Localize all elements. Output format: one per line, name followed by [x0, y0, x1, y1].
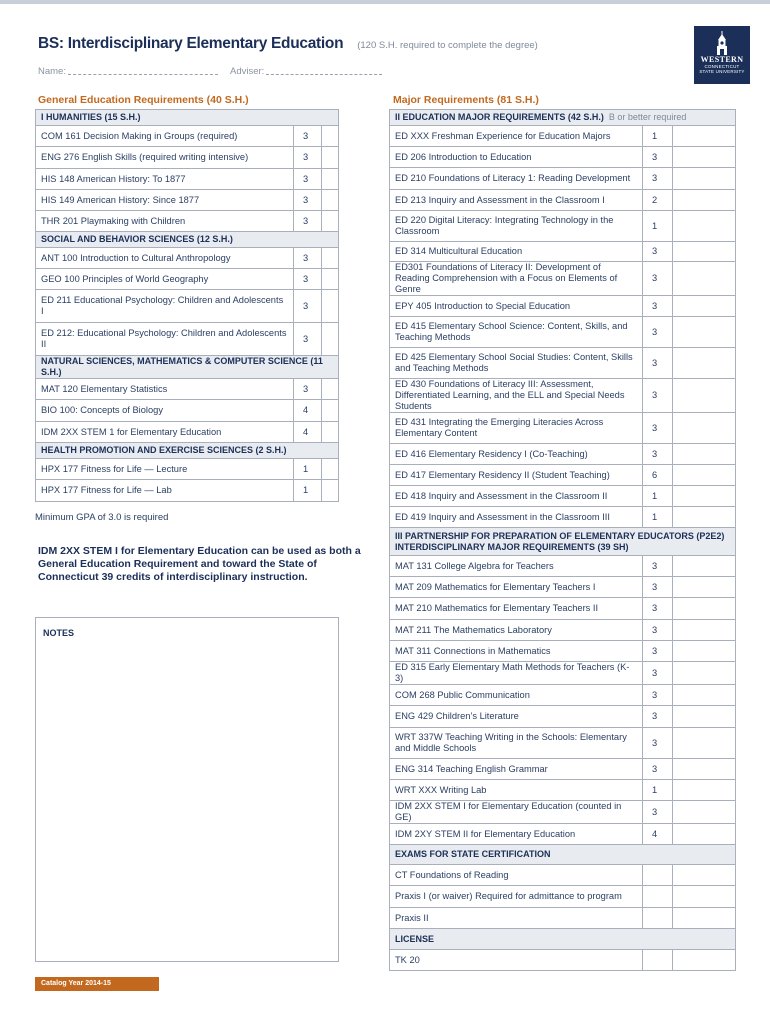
grade-cell[interactable]	[673, 620, 736, 641]
table-row	[390, 317, 736, 348]
group-header	[390, 528, 736, 556]
course-credits: 3	[643, 641, 673, 662]
table-row	[390, 190, 736, 211]
table-row	[36, 290, 339, 323]
course-name: ED 210 Foundations of Literacy 1: Reading Development	[390, 168, 643, 190]
course-credits: 3	[643, 556, 673, 577]
page-subtitle: (120 S.H. required to complete the degree)	[357, 40, 538, 51]
course-name: ED 220 Digital Literacy: Integrating Technology in the Classroom	[390, 211, 643, 242]
group-title	[390, 845, 736, 865]
course-name: ED 212: Educational Psychology: Children and Adolescents II	[36, 323, 294, 356]
table-row	[390, 685, 736, 706]
group-title-text: NATURAL SCIENCES, MATHEMATICS & COMPUTER SCIENCE (11 S.H.)	[41, 356, 323, 377]
grade-cell[interactable]	[322, 400, 339, 422]
grade-cell[interactable]	[673, 379, 736, 413]
table-row	[390, 348, 736, 379]
table-row	[36, 422, 339, 443]
major-requirements-heading: Major Requirements (81 S.H.)	[393, 94, 539, 106]
grade-cell[interactable]	[673, 211, 736, 242]
group-title	[390, 929, 736, 950]
course-name: CT Foundations of Reading	[390, 865, 643, 886]
course-credits: 3	[643, 620, 673, 641]
table-row	[390, 641, 736, 662]
table-row	[36, 248, 339, 269]
table-row	[390, 296, 736, 317]
table-row	[390, 759, 736, 780]
table-row	[390, 168, 736, 190]
grade-cell[interactable]	[673, 413, 736, 444]
course-name: COM 161 Decision Making in Groups (required)	[36, 126, 294, 147]
table-row	[390, 126, 736, 147]
course-name: ED301 Foundations of Literacy II: Development of Reading Comprehension with a Focus on Elements of Genre	[390, 262, 643, 296]
grade-cell[interactable]	[673, 556, 736, 577]
table-row	[36, 211, 339, 232]
grade-cell[interactable]	[673, 242, 736, 262]
table-row	[390, 824, 736, 845]
course-name: MAT 131 College Algebra for Teachers	[390, 556, 643, 577]
group-title-text: LICENSE	[395, 933, 435, 944]
grade-cell[interactable]	[673, 444, 736, 465]
course-name: HPX 177 Fitness for Life — Lab	[36, 480, 294, 502]
table-row	[390, 801, 736, 824]
course-name: TK 20	[390, 950, 643, 971]
group-title	[390, 528, 736, 556]
course-credits: 3	[643, 662, 673, 685]
course-name: Praxis I (or waiver) Required for admittance to program	[390, 886, 643, 908]
grade-cell[interactable]	[673, 486, 736, 507]
course-name: ED 314 Multicultural Education	[390, 242, 643, 262]
course-credits: 3	[294, 290, 322, 323]
course-credits: 2	[643, 190, 673, 211]
course-credits: 3	[643, 262, 673, 296]
grade-cell[interactable]	[322, 323, 339, 356]
table-row	[390, 444, 736, 465]
grade-cell[interactable]	[322, 290, 339, 323]
table-row	[390, 662, 736, 685]
grade-cell[interactable]	[673, 685, 736, 706]
group-title	[36, 110, 339, 126]
grade-cell[interactable]	[673, 662, 736, 685]
grade-cell[interactable]	[322, 459, 339, 480]
course-name: ED 206 Introduction to Education	[390, 147, 643, 168]
course-credits: 3	[643, 598, 673, 620]
grade-cell[interactable]	[673, 801, 736, 824]
logo-line-3: STATE UNIVERSITY	[699, 69, 745, 74]
grade-cell[interactable]	[673, 759, 736, 780]
course-name: ED 213 Inquiry and Assessment in the Classroom I	[390, 190, 643, 211]
grade-cell[interactable]	[673, 706, 736, 728]
course-name: IDM 2XX STEM I for Elementary Education (counted in GE)	[390, 801, 643, 824]
course-credits: 1	[643, 486, 673, 507]
course-name: ED 416 Elementary Residency I (Co-Teaching)	[390, 444, 643, 465]
table-row	[390, 507, 736, 528]
grade-cell[interactable]	[673, 950, 736, 971]
grade-cell[interactable]	[673, 865, 736, 886]
course-credits: 4	[294, 400, 322, 422]
logo-line-2: CONNECTICUT	[704, 64, 740, 69]
course-name: MAT 120 Elementary Statistics	[36, 379, 294, 400]
grade-cell[interactable]	[322, 379, 339, 400]
grade-cell[interactable]	[673, 641, 736, 662]
grade-cell[interactable]	[322, 126, 339, 147]
group-header	[390, 110, 736, 126]
table-row	[390, 262, 736, 296]
table-row	[390, 413, 736, 444]
course-name: MAT 211 The Mathematics Laboratory	[390, 620, 643, 641]
table-row	[390, 556, 736, 577]
group-title-text: SOCIAL AND BEHAVIOR SCIENCES (12 S.H.)	[41, 234, 233, 244]
course-credits: 3	[643, 168, 673, 190]
table-row	[390, 865, 736, 886]
course-credits: 3	[294, 379, 322, 400]
name-field[interactable]	[68, 66, 218, 75]
table-row	[390, 950, 736, 971]
course-credits: 3	[643, 296, 673, 317]
course-credits: 3	[294, 269, 322, 290]
course-credits: 3	[643, 413, 673, 444]
course-name: HPX 177 Fitness for Life — Lecture	[36, 459, 294, 480]
table-row	[390, 886, 736, 908]
grade-cell[interactable]	[322, 422, 339, 443]
group-header	[390, 845, 736, 865]
table-row	[36, 190, 339, 211]
table-row	[390, 620, 736, 641]
course-credits: 1	[643, 211, 673, 242]
course-name: ED 315 Early Elementary Math Methods for Teachers (K-3)	[390, 662, 643, 685]
course-credits: 4	[643, 824, 673, 845]
table-row	[36, 169, 339, 190]
table-row	[390, 780, 736, 801]
course-name: COM 268 Public Communication	[390, 685, 643, 706]
course-credits: 3	[643, 801, 673, 824]
table-row	[390, 577, 736, 598]
course-name: EPY 405 Introduction to Special Education	[390, 296, 643, 317]
table-row	[36, 126, 339, 147]
course-name: ED 431 Integrating the Emerging Literacies Across Elementary Content	[390, 413, 643, 444]
grade-cell[interactable]	[673, 598, 736, 620]
grade-cell[interactable]	[673, 577, 736, 598]
course-name: ENG 276 English Skills (required writing intensive)	[36, 147, 294, 169]
course-name: ED 415 Elementary School Science: Content, Skills, and Teaching Methods	[390, 317, 643, 348]
grade-cell[interactable]	[322, 211, 339, 232]
course-name: ED XXX Freshman Experience for Education Majors	[390, 126, 643, 147]
course-name: IDM 2XX STEM 1 for Elementary Education	[36, 422, 294, 443]
course-name: ENG 314 Teaching English Grammar	[390, 759, 643, 780]
table-row	[36, 480, 339, 502]
course-credits: 4	[294, 422, 322, 443]
grade-cell[interactable]	[322, 147, 339, 169]
course-credits	[643, 886, 673, 908]
table-row	[390, 379, 736, 413]
clock-tower-icon	[712, 31, 732, 55]
grade-cell[interactable]	[322, 269, 339, 290]
table-row	[36, 269, 339, 290]
course-name: BIO 100: Concepts of Biology	[36, 400, 294, 422]
general-education-heading: General Education Requirements (40 S.H.)	[38, 94, 249, 106]
course-name: MAT 210 Mathematics for Elementary Teachers II	[390, 598, 643, 620]
course-credits	[643, 908, 673, 929]
grade-cell[interactable]	[673, 507, 736, 528]
grade-cell[interactable]	[673, 168, 736, 190]
course-name: ED 211 Educational Psychology: Children and Adolescents I	[36, 290, 294, 323]
table-row	[36, 323, 339, 356]
name-label: Name:	[38, 66, 66, 77]
group-header	[36, 443, 339, 459]
course-credits: 3	[294, 147, 322, 169]
course-credits: 3	[643, 317, 673, 348]
top-rule	[0, 0, 770, 4]
group-title-text: I HUMANITIES (15 S.H.)	[41, 112, 141, 122]
course-credits: 3	[294, 211, 322, 232]
course-credits: 1	[294, 459, 322, 480]
group-title-text: II EDUCATION MAJOR REQUIREMENTS (42 S.H.)	[395, 112, 604, 122]
grade-cell[interactable]	[673, 190, 736, 211]
grade-cell[interactable]	[673, 147, 736, 168]
group-title	[36, 356, 339, 379]
table-row	[390, 147, 736, 168]
grade-cell[interactable]	[673, 728, 736, 759]
general-education-table	[35, 109, 339, 502]
course-credits: 1	[643, 507, 673, 528]
course-name: ED 418 Inquiry and Assessment in the Classroom II	[390, 486, 643, 507]
notes-label: NOTES	[43, 628, 75, 638]
group-header	[36, 232, 339, 248]
course-name: MAT 311 Connections in Mathematics	[390, 641, 643, 662]
grade-cell[interactable]	[322, 169, 339, 190]
group-header	[36, 356, 339, 379]
course-name: ED 419 Inquiry and Assessment in the Classroom III	[390, 507, 643, 528]
adviser-field[interactable]	[266, 66, 382, 75]
course-credits: 3	[643, 348, 673, 379]
table-row	[390, 908, 736, 929]
course-credits: 3	[643, 444, 673, 465]
grade-cell[interactable]	[673, 824, 736, 845]
course-credits: 1	[643, 126, 673, 147]
course-name: WRT XXX Writing Lab	[390, 780, 643, 801]
minimum-gpa-note: Minimum GPA of 3.0 is required	[35, 512, 169, 523]
grade-cell[interactable]	[673, 126, 736, 147]
table-row	[390, 211, 736, 242]
group-title-text: HEALTH PROMOTION AND EXERCISE SCIENCES (2 S.H.)	[41, 445, 287, 455]
notes-box[interactable]	[35, 617, 339, 962]
course-credits: 3	[294, 126, 322, 147]
grade-cell[interactable]	[673, 262, 736, 296]
course-name: IDM 2XY STEM II for Elementary Education	[390, 824, 643, 845]
page-header	[38, 35, 538, 53]
grade-cell[interactable]	[322, 480, 339, 502]
group-header	[390, 929, 736, 950]
catalog-year-badge: Catalog Year 2014-15	[35, 977, 159, 991]
table-row	[390, 728, 736, 759]
course-credits: 3	[643, 379, 673, 413]
table-row	[36, 459, 339, 480]
table-row	[390, 706, 736, 728]
course-name: HIS 148 American History: To 1877	[36, 169, 294, 190]
course-credits: 3	[294, 248, 322, 269]
course-name: ED 417 Elementary Residency II (Student Teaching)	[390, 465, 643, 486]
course-credits: 3	[643, 577, 673, 598]
adviser-label: Adviser:	[229, 66, 265, 77]
table-row	[390, 598, 736, 620]
course-name: HIS 149 American History: Since 1877	[36, 190, 294, 211]
table-row	[36, 400, 339, 422]
group-title	[390, 110, 736, 126]
grade-cell[interactable]	[673, 296, 736, 317]
grade-cell[interactable]	[673, 886, 736, 908]
course-name: ED 425 Elementary School Social Studies: Content, Skills and Teaching Methods	[390, 348, 643, 379]
logo-line-1: WESTERN	[700, 55, 744, 64]
course-credits: 3	[643, 728, 673, 759]
course-credits: 6	[643, 465, 673, 486]
group-title-text: EXAMS FOR STATE CERTIFICATION	[395, 849, 551, 859]
table-row	[36, 379, 339, 400]
course-credits: 1	[294, 480, 322, 502]
course-credits	[643, 865, 673, 886]
course-name: WRT 337W Teaching Writing in the Schools: Elementary and Middle Schools	[390, 728, 643, 759]
group-note: B or better required	[608, 112, 687, 122]
course-name: ANT 100 Introduction to Cultural Anthropology	[36, 248, 294, 269]
table-row	[390, 486, 736, 507]
course-credits: 3	[294, 190, 322, 211]
course-credits: 3	[294, 169, 322, 190]
grade-cell[interactable]	[673, 348, 736, 379]
course-name: ED 430 Foundations of Literacy III: Assessment, Differentiated Learning, and the ELL and Special Needs Students	[390, 379, 643, 413]
group-header	[36, 110, 339, 126]
table-row	[390, 242, 736, 262]
course-name: MAT 209 Mathematics for Elementary Teachers I	[390, 577, 643, 598]
course-credits: 3	[643, 242, 673, 262]
course-credits: 3	[643, 147, 673, 168]
grade-cell[interactable]	[673, 317, 736, 348]
course-name: Praxis II	[390, 908, 643, 929]
table-row	[390, 465, 736, 486]
idm-stem-note: IDM 2XX STEM I for Elementary Education can be used as both a General Education Requirement and toward the State of Connecticut 39 credits of interdisciplinary instruction.	[38, 545, 361, 583]
course-credits: 3	[643, 759, 673, 780]
course-name: THR 201 Playmaking with Children	[36, 211, 294, 232]
course-name: GEO 100 Principles of World Geography	[36, 269, 294, 290]
page-title: BS: Interdisciplinary Elementary Education	[38, 35, 344, 52]
grade-cell[interactable]	[673, 780, 736, 801]
course-credits: 1	[643, 780, 673, 801]
course-credits	[643, 950, 673, 971]
course-credits: 3	[294, 323, 322, 356]
grade-cell[interactable]	[322, 190, 339, 211]
name-adviser-row	[38, 66, 382, 77]
grade-cell[interactable]	[673, 465, 736, 486]
group-title	[36, 443, 339, 459]
course-credits: 3	[643, 685, 673, 706]
table-row	[36, 147, 339, 169]
course-credits: 3	[643, 706, 673, 728]
group-title-text: III PARTNERSHIP FOR PREPARATION OF ELEMENTARY EDUCATORS (P2E2) INTERDISCIPLINARY MAJOR REQUIREMENTS (39 SH)	[395, 530, 725, 552]
group-title	[36, 232, 339, 248]
course-name: ENG 429 Children’s Literature	[390, 706, 643, 728]
major-requirements-table	[389, 109, 736, 971]
grade-cell[interactable]	[673, 908, 736, 929]
grade-cell[interactable]	[322, 248, 339, 269]
university-logo	[694, 26, 750, 84]
